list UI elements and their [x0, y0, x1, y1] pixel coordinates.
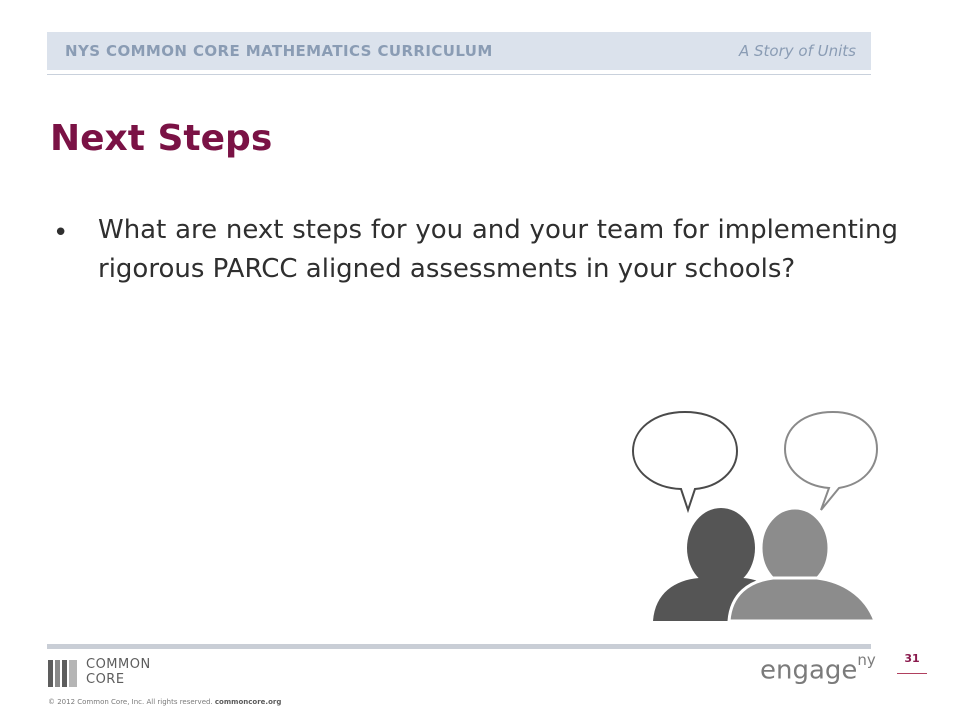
engageny-logo: [760, 651, 876, 686]
brand-sup: ny: [857, 651, 876, 669]
slide-title: Next Steps: [50, 118, 273, 159]
speech-bubble-icon: [785, 412, 877, 510]
discussion-illustration: [625, 408, 880, 623]
logo-line-1: COMMON: [86, 657, 151, 672]
curriculum-title: NYS COMMON CORE MATHEMATICS CURRICULUM: [65, 42, 493, 60]
brand-text: engage: [760, 655, 858, 686]
common-core-logo-icon: [48, 660, 78, 687]
footer-bar: [47, 644, 871, 649]
series-title: A Story of Units: [739, 42, 856, 60]
copyright-site: commoncore.org: [214, 698, 282, 706]
bullet-text: What are next steps for you and your team for implementing rigorous PARCC aligned assessments in your schools?: [98, 215, 898, 284]
common-core-logo: [48, 657, 188, 693]
copyright-notice: [48, 698, 281, 706]
header-divider: [47, 74, 871, 75]
page-number-underline: [897, 673, 927, 674]
logo-line-2: CORE: [86, 672, 125, 687]
speech-bubble-icon: [633, 412, 737, 510]
bullet-marker: •: [53, 218, 69, 248]
page-number: 31: [904, 652, 920, 665]
copyright-text: © 2012 Common Core, Inc. All rights reserved.: [48, 698, 213, 706]
logo-text: [86, 657, 151, 687]
